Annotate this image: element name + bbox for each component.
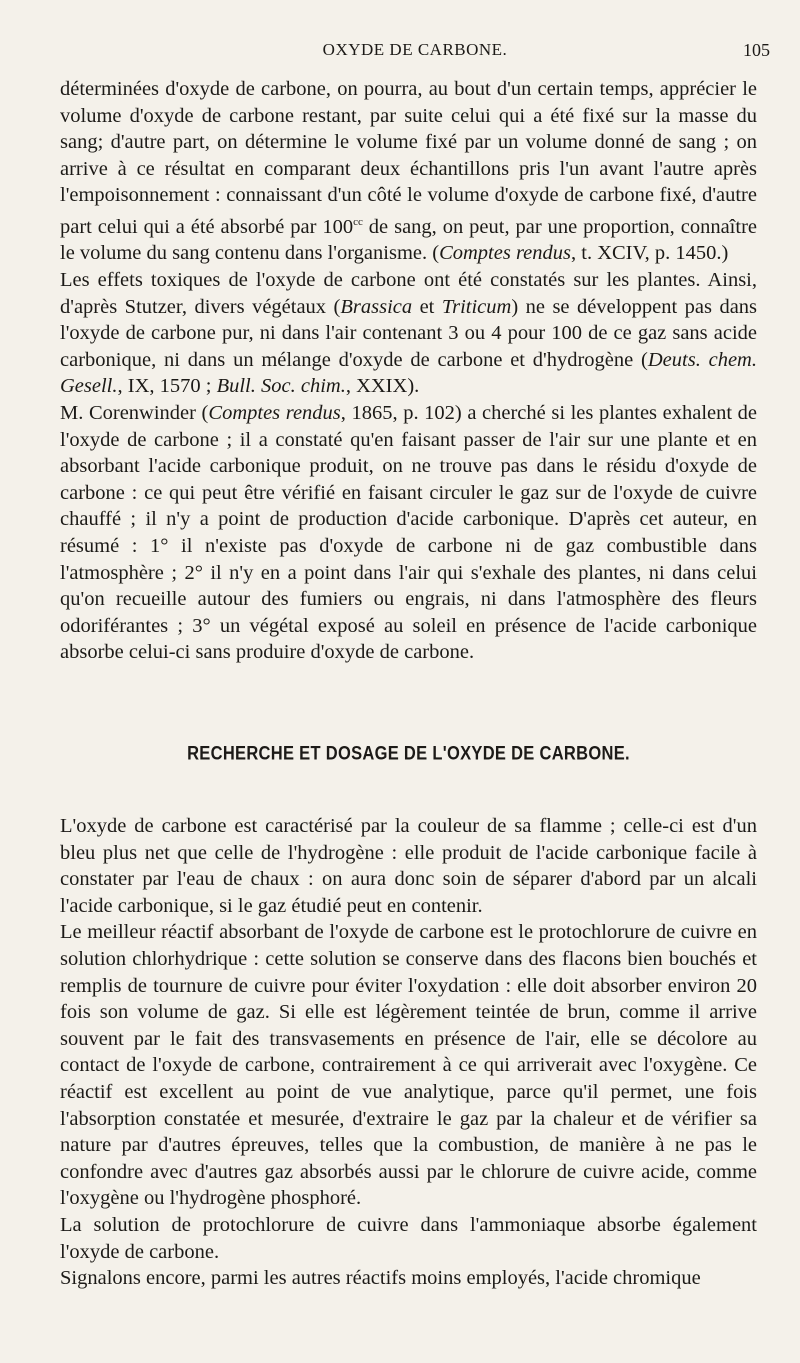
reference-title: Comptes rendus bbox=[208, 401, 341, 424]
paragraph-ammonia-solution: La solution de protochlorure de cuivre dans l'ammoniaque absorbe également l'oxyde de carbone. bbox=[60, 1213, 757, 1263]
paragraph-other-reagents: Signalons encore, parmi les autres réactifs moins employés, l'acide chromique bbox=[60, 1267, 701, 1290]
text-run: , t. XCIV, p. 1450.) bbox=[571, 242, 729, 265]
running-title: OXYDE DE CARBONE. bbox=[322, 40, 508, 59]
section-heading: RECHERCHE ET DOSAGE DE L'OXYDE DE CARBONE. bbox=[187, 743, 630, 765]
text-run: déterminées d'oxyde de carbone, on pourra, au bout d'un certain temps, apprécier le volume d'oxyde de carbone restant, par suite celui qui a été fixé sur la masse du sang; d'autre part, on détermine le volume fixé par un volume donné de sang ; on arrive à ce résultat en comparant deux échantillons pris l'un avant l'autre après l'empoisonnement : connaissant d'un côté le volume d'oxyde de carbone fixé, d'autre part celui qui a été absorbé par 100 bbox=[60, 78, 757, 238]
text-block-lower bbox=[60, 813, 757, 1292]
paragraph-flame-test: L'oxyde de carbone est caractérisé par la couleur de sa flamme ; celle-ci est d'un bleu plus net que celle de l'hydrogène : elle produit de l'acide carbonique facile à constater par l'eau de chaux : on aura donc soin de séparer d'abord par un alcali l'acide carbonique, si le gaz étudié peut en contenir. bbox=[60, 815, 757, 917]
species-name: Triticum bbox=[441, 295, 512, 318]
text-run: M. Corenwinder ( bbox=[60, 401, 209, 424]
reference-title: Bull. Soc. chim. bbox=[216, 375, 346, 398]
paragraph-protochlorure: Le meilleur réactif absorbant de l'oxyde de carbone est le protochlorure de cuivre en solution chlorhydrique : cette solution se conserve dans des flacons bien bouchés et remplis de tournure de cuivre pour éviter l'oxydation : elle doit absorber environ 20 fois son volume de gaz. Si elle est légèrement teintée de brun, comme il arrive souvent par le fait des transvasements en présence de l'air, elle se décolore au contact de l'oxyde de carbone, contrairement à ce qui arriverait avec l'oxygène. Ce réactif est excellent au point de vue analytique, parce qu'il permet, une fois l'absorption constatée et mesurée, d'extraire le gaz par la chaleur et de vérifier sa nature par d'autres épreuves, telles que la combustion, de manière à ne pas le confondre avec d'autres gaz absorbés aussi par le chlorure de cuivre acide, comme l'oxygène ou l'hydrogène phosphoré. bbox=[60, 921, 757, 1210]
text-run: de sang, on peut, par une proportion, connaître le volume du sang contenu dans l'organisme. ( bbox=[60, 215, 758, 265]
text-block-upper bbox=[60, 76, 757, 666]
text-run: et bbox=[412, 295, 442, 318]
text-run: , XXIX). bbox=[345, 375, 420, 398]
paragraph-blood-volume bbox=[60, 76, 757, 267]
page-number: 105 bbox=[743, 40, 770, 60]
text-run: Les effets toxiques de l'oxyde de carbone ont été constatés sur les plantes. Ainsi, d'après Stutzer, divers végétaux ( bbox=[60, 268, 757, 318]
paragraph-plants-effects bbox=[60, 267, 757, 400]
reference-title: Deuts. chem. Gesell. bbox=[60, 348, 757, 398]
text-run: , 1865, p. 102) a cherché si les plantes exhalent de l'oxyde de carbone ; il a constaté qu'en faisant passer de l'air sur une plante et en absorbant l'acide carbonique produit, on ne trouve pas dans le résidu d'oxyde de carbone : ce qui peut être vérifié en faisant circuler le gaz sur de l'oxyde de cuivre chauffé ; il n'y a point de production d'acide carbonique. D'après cet auteur, en résumé : 1° il n'existe pas d'oxyde de carbone ni de gaz combustible dans l'atmosphère ; 2° il n'y en a point dans l'air qui s'exhale des plantes, ni dans celui qu'on recueille autour des fumiers ou engrais, ni dans l'atmosphère des fleurs odoriférantes ; 3° un végétal exposé au soleil en présence de l'acide carbonique absorbe celui-ci sans produire d'oxyde de carbone. bbox=[60, 401, 757, 664]
superscript-unit: cc bbox=[353, 215, 363, 228]
text-run: , IX, 1570 ; bbox=[117, 375, 217, 398]
paragraph-corenwinder bbox=[60, 400, 757, 666]
species-name: Brassica bbox=[340, 295, 413, 318]
running-head bbox=[60, 40, 770, 70]
text-run: ) ne se développent pas dans l'oxyde de carbone pur, ni dans l'air contenant 3 ou 4 pour 100 de ce gaz sans acide carbonique, ni dans un mélange d'oxyde de carbone et d'hydrogène ( bbox=[60, 295, 758, 371]
reference-title: Comptes rendus bbox=[439, 242, 571, 265]
